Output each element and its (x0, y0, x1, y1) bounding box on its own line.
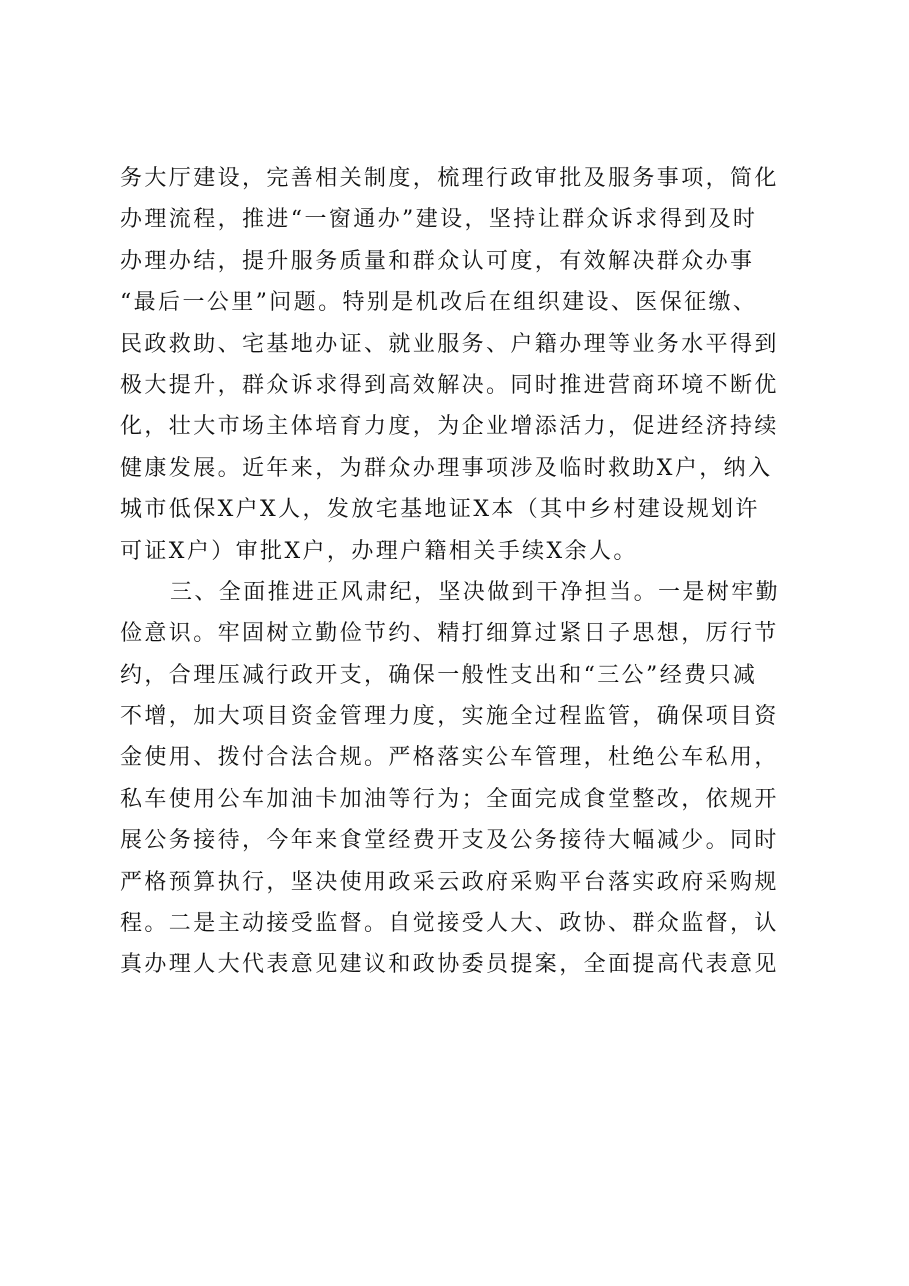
text-line: 民政救助、宅基地办证、就业服务、户籍办理等业务水平得到 (120, 331, 779, 357)
text-line: 化，壮大市场主体培育力度，为企业增添活力，促进经济持续 (120, 414, 779, 440)
text-line: 严格预算执行，坚决使用政采云政府采购平台落实政府采购规 (120, 869, 779, 895)
text-line: 办理流程，推进“一窗通办”建设，坚持让群众诉求得到及时 (120, 207, 758, 233)
text-line: 极大提升，群众诉求得到高效解决。同时推进营商环境不断优 (120, 372, 779, 398)
text-line: 程。二是主动接受监督。自觉接受人大、政协、群众监督，认 (120, 911, 779, 937)
body-text (120, 158, 800, 986)
text-line: 务大厅建设，完善相关制度，梳理行政审批及服务事项，简化 (120, 166, 779, 191)
text-line: 展公务接待，今年来食堂经费开支及公务接待大幅减少。同时 (120, 828, 779, 854)
text-line: “最后一公里”问题。特别是机改后在组织建设、医保征缴、 (120, 290, 758, 316)
text-line: 健康发展。近年来，为群众办理事项涉及临时救助X户，纳入 (120, 455, 773, 481)
text-line: 不增，加大项目资金管理力度，实施全过程监管，确保项目资 (120, 704, 779, 730)
text-line: 私车使用公车加油卡加油等行为；全面完成食堂整改，依规开 (120, 786, 779, 812)
text-line: 约，合理压减行政开支，确保一般性支出和“三公”经费只减 (120, 662, 758, 688)
text-line: 俭意识。牢固树立勤俭节约、精打细算过紧日子思想，厉行节 (120, 621, 779, 647)
text-line: 真办理人大代表意见建议和政协委员提案，全面提高代表意见 (120, 952, 779, 978)
text-line: 金使用、拨付合法合规。严格落实公车管理，杜绝公车私用， (120, 745, 779, 771)
text-line: 城市低保X户X人，发放宅基地证X本（其中乡村建设规划许 (120, 497, 760, 523)
text-line: 办理办结，提升服务质量和群众认可度，有效解决群众办事 (120, 248, 755, 274)
text-line: 可证X户）审批X户，办理户籍相关手续X余人。 (120, 538, 638, 564)
section-heading-line: 三、全面推进正风肃纪，坚决做到干净担当。一是树牢勤 (170, 579, 781, 605)
